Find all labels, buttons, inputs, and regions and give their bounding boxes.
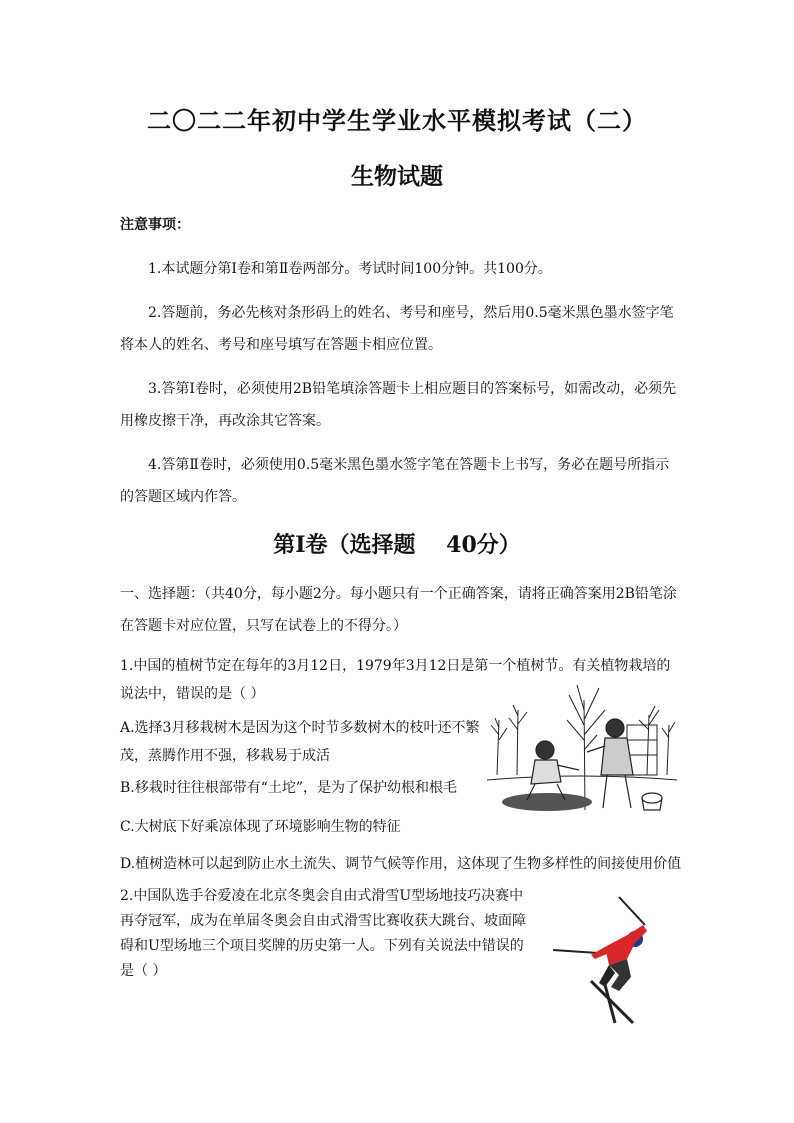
section-title: 第Ⅰ卷（选择题 40分） [273, 532, 521, 558]
exam-subtitle: 生物试题 [351, 163, 443, 190]
question-1-option-d: D.植树造林可以起到防止水土流失、调节气候等作用，这体现了生物多样性的间接使用价值 [120, 856, 682, 872]
section-instructions: 一、选择题：（共40分，每小题2分。每小题只有一个正确答案，请将正确答案用2B铅笔涂在答题卡对应位置，只写在试卷上的不得分。） [120, 586, 677, 634]
notice-heading: 注意事项： [120, 217, 190, 233]
skier-illustration [553, 895, 663, 1025]
question-1-stem: 1.中国的植树节定在每年的3月12日，1979年3月12日是第一个植树节。有关植物栽培的说法中，错误的是（ ） [120, 658, 671, 702]
question-1-option-b: B.移栽时往往根部带有“土坨”，是为了保护幼根和根毛 [120, 780, 458, 796]
exam-title: 二〇二二年初中学生学业水平模拟考试（二） [147, 106, 647, 135]
notice-item: 2.答题前，务必先核对条形码上的姓名、考号和座号，然后用0.5毫米黑色墨水签字笔将本人的姓名、考号和座号填写在答题卡相应位置。 [120, 305, 674, 353]
tree-planting-illustration [487, 680, 677, 815]
notice-item: 1.本试题分第Ⅰ卷和第Ⅱ卷两部分。考试时间100分钟。共100分。 [148, 261, 552, 277]
notice-item: 4.答第Ⅱ卷时，必须使用0.5毫米黑色墨水签字笔在答题卡上书写，务必在题号所指示的答题区域内作答。 [120, 457, 670, 505]
question-1-option-a: A.选择3月移栽树木是因为这个时节多数树木的枝叶还不繁茂，蒸腾作用不强，移栽易于成活 [120, 720, 480, 764]
notice-item: 3.答第Ⅰ卷时，必须使用2B铅笔填涂答题卡上相应题目的答案标号，如需改动，必须先用橡皮擦干净，再改涂其它答案。 [120, 381, 677, 429]
question-1-option-c: C.大树底下好乘凉体现了环境影响生物的特征 [120, 819, 401, 835]
question-2-stem: 2.中国队选手谷爱凌在北京冬奥会自由式滑雪U型场地技巧决赛中再夺冠军，成为在单届冬奥会自由式滑雪比赛收获大跳台、坡面障碍和U型场地三个项目奖牌的历史第一人。下列有关说法中错误的是（ ） [120, 888, 526, 979]
